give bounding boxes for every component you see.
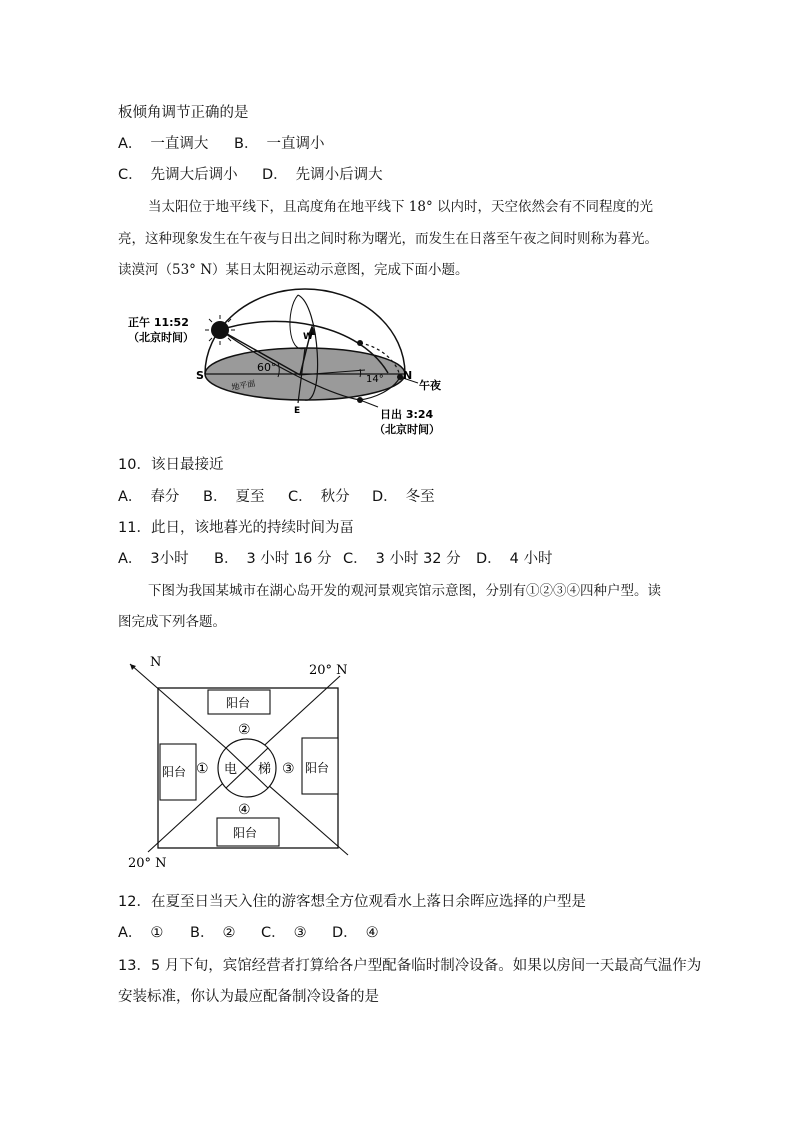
noon-time-note: （北京时间）: [128, 331, 194, 344]
q10-option-c: C． 秋分: [288, 489, 350, 505]
hotel-layout-diagram: [120, 652, 360, 872]
q10-option-d: D． 冬至: [372, 489, 435, 505]
unit-1-label: ①: [196, 761, 209, 777]
q11-option-c: C． 3 小时 32 分: [343, 551, 461, 567]
north-20-bottom-label: 20° N: [128, 856, 167, 871]
elevator-label-2: 梯: [258, 762, 272, 777]
dome-point: [357, 340, 363, 346]
passage1-line2: 亮，这种现象发生在午夜与日出之间时称为曙光，而发生在日落至午夜之间时则称为暮光。: [118, 231, 658, 247]
q13-line1: 13．5 月下旬，宾馆经营者打算给各户型配备临时制冷设备。如果以房间一天最高气温作为: [118, 958, 702, 974]
direction-s: S: [196, 369, 204, 382]
q11-stem: 11．此日，该地暮光的持续时间为畐: [118, 520, 354, 536]
angle-60-label: 60°: [257, 361, 277, 374]
passage1-line1: 当太阳位于地平线下，且高度角在地平线下 18° 以内时，天空依然会有不同程度的光: [148, 199, 654, 215]
noon-label: 正午 11:52: [128, 316, 189, 329]
sunrise-leader: [360, 400, 378, 407]
passage2-line2: 图完成下列各题。: [118, 614, 226, 630]
direction-n: N: [403, 369, 413, 382]
balcony-right-label: 阳台: [305, 761, 330, 775]
q11-option-d: D． 4 小时: [476, 551, 553, 567]
balcony-left-label: 阳台: [162, 765, 187, 779]
north-20-top-label: 20° N: [309, 663, 348, 678]
elevator-label-1: 电: [224, 762, 238, 777]
midnight-label: 午夜: [419, 379, 441, 392]
unit-4-label: ④: [238, 802, 251, 818]
angle-14-label: 14°: [366, 374, 384, 385]
sun-path-diagram: [120, 285, 460, 445]
direction-e: E: [294, 406, 301, 416]
q12-option-d: D． ④: [332, 925, 379, 941]
balcony-top-label: 阳台: [226, 696, 251, 710]
q10-option-a: A． 春分: [118, 489, 180, 505]
q11-option-a: A． 3小时: [118, 551, 189, 567]
q9-option-b: B． 一直调小: [234, 136, 325, 152]
q10-stem: 10．该日最接近: [118, 457, 224, 473]
q9-stem-continuation: 板倾角调节正确的是: [118, 105, 249, 121]
q10-option-b: B． 夏至: [203, 489, 265, 505]
q12-stem: 12．在夏至日当天入住的游客想全方位观看水上落日余晖应选择的户型是: [118, 894, 586, 910]
unit-2-label: ②: [238, 722, 251, 738]
balcony-bottom-label: 阳台: [233, 826, 258, 840]
sunrise-time-note: （北京时间）: [374, 423, 440, 436]
sunrise-label: 日出 3:24: [380, 408, 434, 421]
q9-option-a: A． 一直调大: [118, 136, 209, 152]
q12-option-b: B． ②: [190, 925, 236, 941]
q11-option-b: B． 3 小时 16 分: [214, 551, 332, 567]
passage1-line3: 读漠河（53° N）某日太阳视运动示意图，完成下面小题。: [118, 262, 469, 278]
q12-option-a: A． ①: [118, 925, 164, 941]
passage2-line1: 下图为我国某城市在湖心岛开发的观河景观宾馆示意图，分别有①②③④四种户型。读: [148, 583, 661, 599]
q9-option-c: C． 先调大后调小: [118, 167, 238, 183]
north-label: N: [150, 655, 162, 670]
direction-w: W: [303, 332, 313, 342]
unit-3-label: ③: [282, 761, 295, 777]
horizon-label: 地平面: [230, 378, 256, 392]
q13-line2: 安装标准，你认为最应配备制冷设备的是: [118, 989, 379, 1005]
q9-option-d: D． 先调小后调大: [262, 167, 383, 183]
q12-option-c: C． ③: [261, 925, 307, 941]
